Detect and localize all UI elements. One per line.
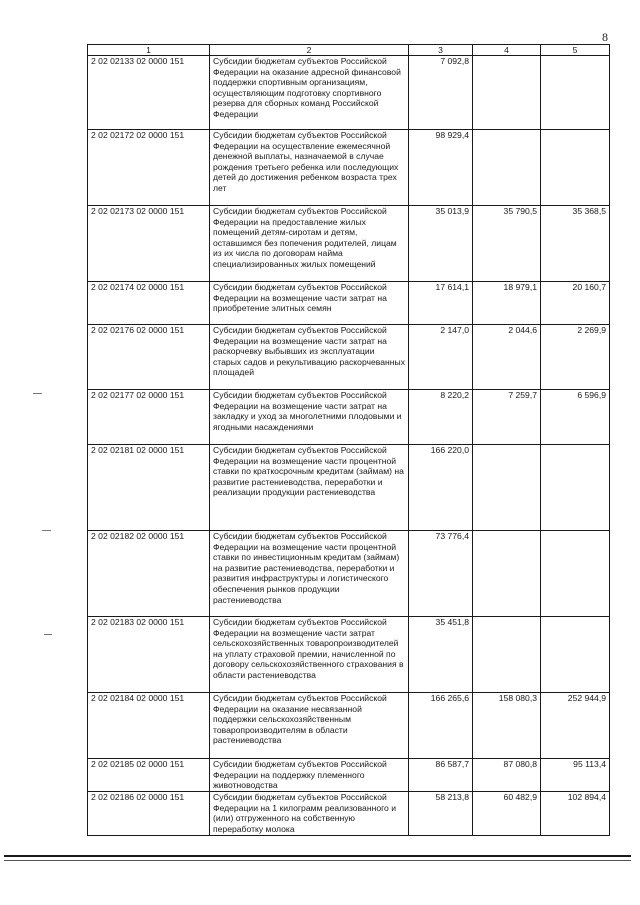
row-code: 2 02 02185 02 0000 151 [88, 759, 210, 792]
table-row [88, 56, 610, 130]
row-value-col5 [541, 445, 610, 531]
row-value-col3: 86 587,7 [409, 759, 473, 792]
row-value-col4: 35 790,5 [473, 206, 541, 282]
row-value-col4: 2 044,6 [473, 325, 541, 390]
table-row [88, 617, 610, 693]
row-value-col4: 7 259,7 [473, 390, 541, 445]
row-value-col4: 18 979,1 [473, 282, 541, 325]
row-value-col5 [541, 56, 610, 130]
row-value-col3: 17 614,1 [409, 282, 473, 325]
scan-mark [44, 634, 52, 635]
row-description: Субсидии бюджетам субъектов Российской Федерации на предоставление жилых помещений детям-сиротам и детям, оставшимся без попечения родителей, лицам из их числа по договорам найма специализированных жилых помещений [210, 206, 409, 282]
table-row [88, 792, 610, 836]
row-value-col3: 35 013,9 [409, 206, 473, 282]
scan-mark [33, 393, 42, 394]
row-value-col5: 95 113,4 [541, 759, 610, 792]
row-value-col4 [473, 617, 541, 693]
header-row [88, 45, 610, 56]
row-value-col3: 8 220,2 [409, 390, 473, 445]
row-description: Субсидии бюджетам субъектов Российской Федерации на возмещение части затрат сельскохозяйственных товаропроизводителей на уплату страховой премии, начисленной по договору сельскохозяйственного страхования в области растениеводства [210, 617, 409, 693]
row-code: 2 02 02181 02 0000 151 [88, 445, 210, 531]
row-code: 2 02 02182 02 0000 151 [88, 531, 210, 617]
row-description: Субсидии бюджетам субъектов Российской Федерации на возмещение части затрат на приобретение элитных семян [210, 282, 409, 325]
row-value-col4 [473, 445, 541, 531]
row-value-col4 [473, 531, 541, 617]
column-header-5: 5 [541, 45, 610, 56]
table-row [88, 282, 610, 325]
table-row [88, 531, 610, 617]
row-code: 2 02 02177 02 0000 151 [88, 390, 210, 445]
table-row [88, 325, 610, 390]
row-code: 2 02 02133 02 0000 151 [88, 56, 210, 130]
page-bottom-rule-secondary [4, 860, 631, 861]
row-value-col4: 60 482,9 [473, 792, 541, 836]
row-value-col4 [473, 130, 541, 206]
row-code: 2 02 02184 02 0000 151 [88, 693, 210, 759]
row-value-col4: 158 080,3 [473, 693, 541, 759]
page-number: 8 [602, 30, 608, 44]
row-value-col5 [541, 130, 610, 206]
table-row [88, 390, 610, 445]
column-header-4: 4 [473, 45, 541, 56]
row-value-col5 [541, 531, 610, 617]
column-header-2: 2 [210, 45, 409, 56]
row-value-col5: 35 368,5 [541, 206, 610, 282]
table-row [88, 130, 610, 206]
table-row [88, 445, 610, 531]
row-description: Субсидии бюджетам субъектов Российской Федерации на возмещение части затрат на раскорчевку выбывших из эксплуатации старых садов и рекультивацию раскорчеванных площадей [210, 325, 409, 390]
row-code: 2 02 02183 02 0000 151 [88, 617, 210, 693]
row-description: Субсидии бюджетам субъектов Российской Федерации на возмещение части процентной ставки по инвестиционным кредитам (займам) на развитие растениеводства, переработки и развития инфраструктуры и логистического обеспечения рынков продукции растениеводства [210, 531, 409, 617]
row-value-col4 [473, 56, 541, 130]
row-value-col3: 35 451,8 [409, 617, 473, 693]
row-value-col5: 2 269,9 [541, 325, 610, 390]
page-bottom-rule [4, 855, 631, 857]
table-row [88, 759, 610, 792]
budget-table [87, 44, 610, 836]
row-value-col5: 252 944,9 [541, 693, 610, 759]
row-value-col3: 58 213,8 [409, 792, 473, 836]
row-description: Субсидии бюджетам субъектов Российской Федерации на оказание несвязанной поддержки сельскохозяйственным товаропроизводителям в области растениеводства [210, 693, 409, 759]
row-value-col3: 166 220,0 [409, 445, 473, 531]
scan-mark [42, 530, 51, 531]
row-value-col3: 2 147,0 [409, 325, 473, 390]
row-code: 2 02 02172 02 0000 151 [88, 130, 210, 206]
table-row [88, 693, 610, 759]
row-value-col3: 166 265,6 [409, 693, 473, 759]
row-code: 2 02 02186 02 0000 151 [88, 792, 210, 836]
row-value-col3: 73 776,4 [409, 531, 473, 617]
row-value-col5: 6 596,9 [541, 390, 610, 445]
row-value-col5: 102 894,4 [541, 792, 610, 836]
row-value-col4: 87 080,8 [473, 759, 541, 792]
table-row [88, 206, 610, 282]
row-description: Субсидии бюджетам субъектов Российской Федерации на оказание адресной финансовой поддержки спортивным организациям, осуществляющим подготовку спортивного резерва для сборных команд Российской Федерации [210, 56, 409, 130]
row-value-col5: 20 160,7 [541, 282, 610, 325]
row-description: Субсидии бюджетам субъектов Российской Федерации на 1 килограмм реализованного и (или) отгруженного на собственную переработку молока [210, 792, 409, 836]
row-code: 2 02 02173 02 0000 151 [88, 206, 210, 282]
row-description: Субсидии бюджетам субъектов Российской Федерации на возмещение части затрат на закладку и уход за многолетними плодовыми и ягодными насаждениями [210, 390, 409, 445]
row-code: 2 02 02176 02 0000 151 [88, 325, 210, 390]
row-description: Субсидии бюджетам субъектов Российской Федерации на возмещение части процентной ставки по краткосрочным кредитам (займам) на развитие растениеводства, переработки и реализации продукции растениеводства [210, 445, 409, 531]
row-value-col3: 98 929,4 [409, 130, 473, 206]
column-header-3: 3 [409, 45, 473, 56]
row-value-col3: 7 092,8 [409, 56, 473, 130]
row-description: Субсидии бюджетам субъектов Российской Федерации на осуществление ежемесячной денежной выплаты, назначаемой в случае рождения третьего ребенка или последующих детей до достижения ребенком возраста трех лет [210, 130, 409, 206]
row-description: Субсидии бюджетам субъектов Российской Федерации на поддержку племенного животноводства [210, 759, 409, 792]
row-code: 2 02 02174 02 0000 151 [88, 282, 210, 325]
column-header-1: 1 [88, 45, 210, 56]
row-value-col5 [541, 617, 610, 693]
